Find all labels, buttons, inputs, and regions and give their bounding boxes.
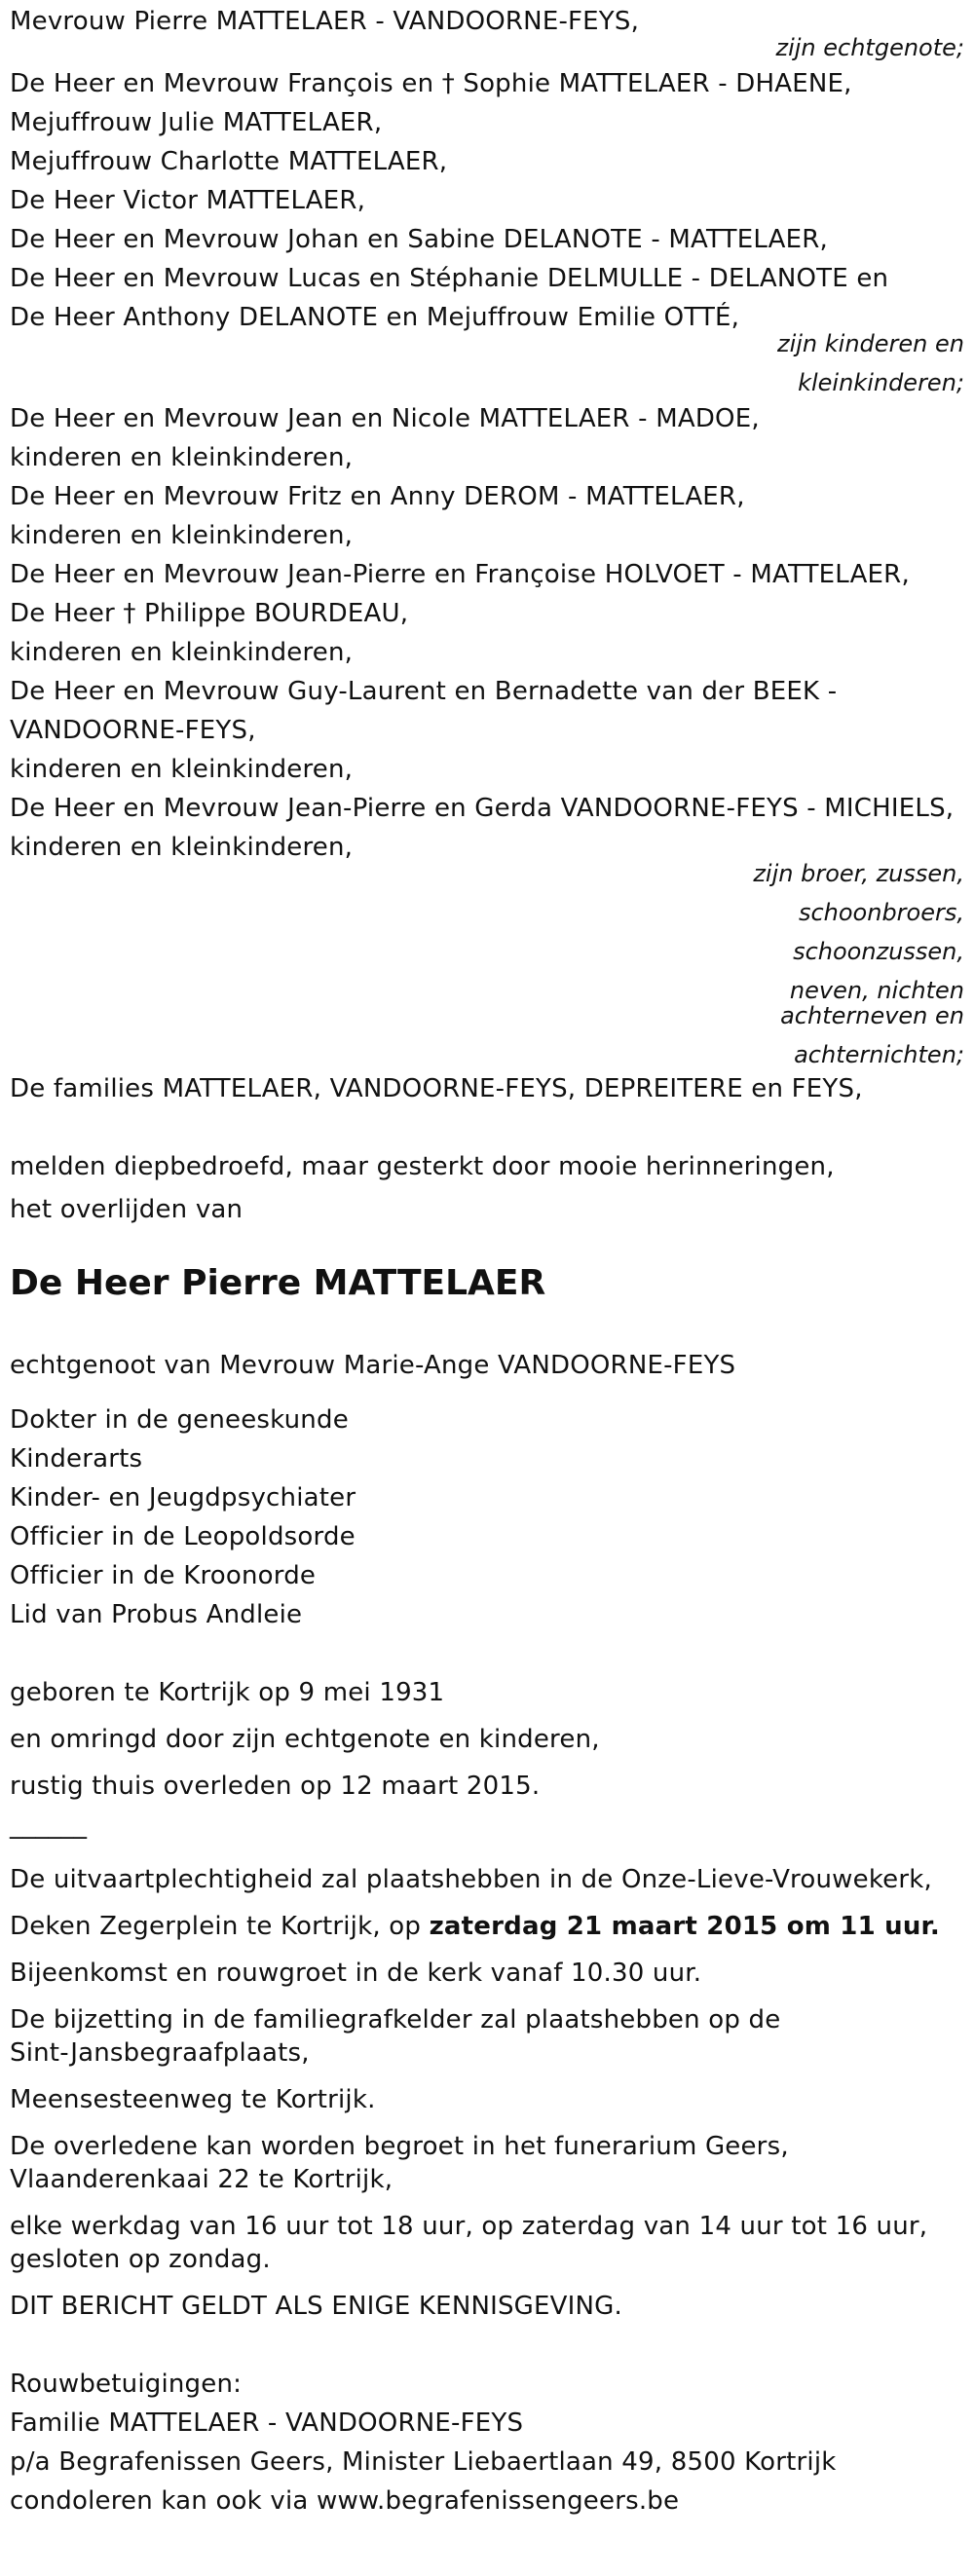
sibling-line: kinderen en kleinkinderen, [10, 521, 354, 550]
children-role: zijn kinderen en [777, 330, 964, 357]
widow-role: zijn echtgenote; [775, 34, 964, 61]
title-item: Officier in de Kroonorde [10, 1561, 317, 1590]
children-line: De Heer Victor MATTELAER, [10, 186, 366, 215]
sibling-line: De Heer en Mevrouw Jean-Pierre en Françoise HOLVOET - MATTELAER, [10, 560, 910, 589]
sibling-line: De Heer en Mevrouw Jean-Pierre en Gerda VANDOORNE-FEYS - MICHIELS, [10, 794, 955, 823]
notice-line: DIT BERICHT GELDT ALS ENIGE KENNISGEVING. [10, 2292, 622, 2321]
sibling-role: schoonzussen, [793, 938, 964, 965]
sibling-role: schoonbroers, [798, 899, 964, 926]
separator: ______ [10, 1811, 88, 1840]
children-line: Mejuffrouw Julie MATTELAER, [10, 108, 383, 137]
children-line: De Heer en Mevrouw Lucas en Stéphanie DELMULLE - DELANOTE en [10, 264, 889, 293]
children-line: De Heer en Mevrouw François en † Sophie MATTELAER - DHAENE, [10, 69, 852, 98]
condolences-family: Familie MATTELAER - VANDOORNE-FEYS [10, 2408, 524, 2438]
funeral-line: Vlaanderenkaai 22 te Kortrijk, [10, 2165, 393, 2194]
funeral-line: elke werkdag van 16 uur tot 18 uur, op zaterdag van 14 uur tot 16 uur, [10, 2212, 928, 2241]
funeral-date-line [10, 1911, 940, 1942]
children-line: Mejuffrouw Charlotte MATTELAER, [10, 147, 448, 176]
condolences-web: condoleren kan ook via www.begrafenissengeers.be [10, 2486, 680, 2516]
life-line: en omringd door zijn echtgenote en kinderen, [10, 1725, 600, 1754]
title-item: Kinder- en Jeugdpsychiater [10, 1483, 356, 1512]
funeral-line: gesloten op zondag. [10, 2245, 271, 2274]
sibling-role: achterneven en [780, 1002, 964, 1029]
sibling-line: De Heer † Philippe BOURDEAU, [10, 599, 409, 628]
sibling-role: achternichten; [794, 1041, 964, 1068]
widow-line: Mevrouw Pierre MATTELAER - VANDOORNE-FEYS, [10, 7, 640, 36]
sibling-role: neven, nichten [789, 977, 964, 1004]
condolences-address: p/a Begrafenissen Geers, Minister Liebaertlaan 49, 8500 Kortrijk [10, 2447, 837, 2477]
children-line: De Heer en Mevrouw Johan en Sabine DELANOTE - MATTELAER, [10, 225, 828, 254]
funeral-line: De overledene kan worden begroet in het funerarium Geers, [10, 2132, 789, 2161]
children-line: De Heer Anthony DELANOTE en Mejuffrouw Emilie OTTÉ, [10, 303, 740, 332]
spouse-line: echtgenoot van Mevrouw Marie-Ange VANDOORNE-FEYS [10, 1351, 736, 1380]
title-item: Officier in de Leopoldsorde [10, 1522, 356, 1551]
condolences-heading: Rouwbetuigingen: [10, 2370, 243, 2399]
title-item: Kinderarts [10, 1444, 143, 1474]
funeral-line: Sint-Jansbegraafplaats, [10, 2038, 310, 2068]
sibling-line: kinderen en kleinkinderen, [10, 833, 354, 862]
funeral-line: Meensesteenweg te Kortrijk. [10, 2085, 376, 2114]
sibling-role: zijn broer, zussen, [753, 860, 964, 887]
life-line: rustig thuis overleden op 12 maart 2015. [10, 1772, 541, 1801]
children-role: kleinkinderen; [798, 369, 964, 396]
title-item: Lid van Probus Andleie [10, 1600, 303, 1629]
announce-line: melden diepbedroefd, maar gesterkt door mooie herinneringen, [10, 1152, 835, 1181]
funeral-line: De bijzetting in de familiegrafkelder zal plaatshebben op de [10, 2005, 781, 2035]
funeral-location-text: Deken Zegerplein te Kortrijk, op [10, 1912, 430, 1941]
sibling-line: De Heer en Mevrouw Guy-Laurent en Bernadette van der BEEK - [10, 677, 838, 706]
funeral-line: De uitvaartplechtigheid zal plaatshebben in de Onze-Lieve-Vrouwekerk, [10, 1865, 932, 1894]
title-item: Dokter in de geneeskunde [10, 1405, 349, 1435]
sibling-line: kinderen en kleinkinderen, [10, 755, 354, 784]
funeral-line: Bijeenkomst en rouwgroet in de kerk vanaf 10.30 uur. [10, 1959, 702, 1988]
families-line: De families MATTELAER, VANDOORNE-FEYS, DEPREITERE en FEYS, [10, 1074, 863, 1103]
sibling-line: kinderen en kleinkinderen, [10, 443, 354, 472]
announce-line: het overlijden van [10, 1195, 244, 1224]
sibling-line: kinderen en kleinkinderen, [10, 638, 354, 667]
sibling-line: De Heer en Mevrouw Jean en Nicole MATTELAER - MADOE, [10, 404, 760, 433]
deceased-name: De Heer Pierre MATTELAER [10, 1263, 546, 1303]
life-line: geboren te Kortrijk op 9 mei 1931 [10, 1678, 445, 1707]
sibling-line: De Heer en Mevrouw Fritz en Anny DEROM - MATTELAER, [10, 482, 745, 511]
sibling-line: VANDOORNE-FEYS, [10, 716, 256, 745]
funeral-date: zaterdag 21 maart 2015 om 11 uur. [429, 1912, 940, 1941]
